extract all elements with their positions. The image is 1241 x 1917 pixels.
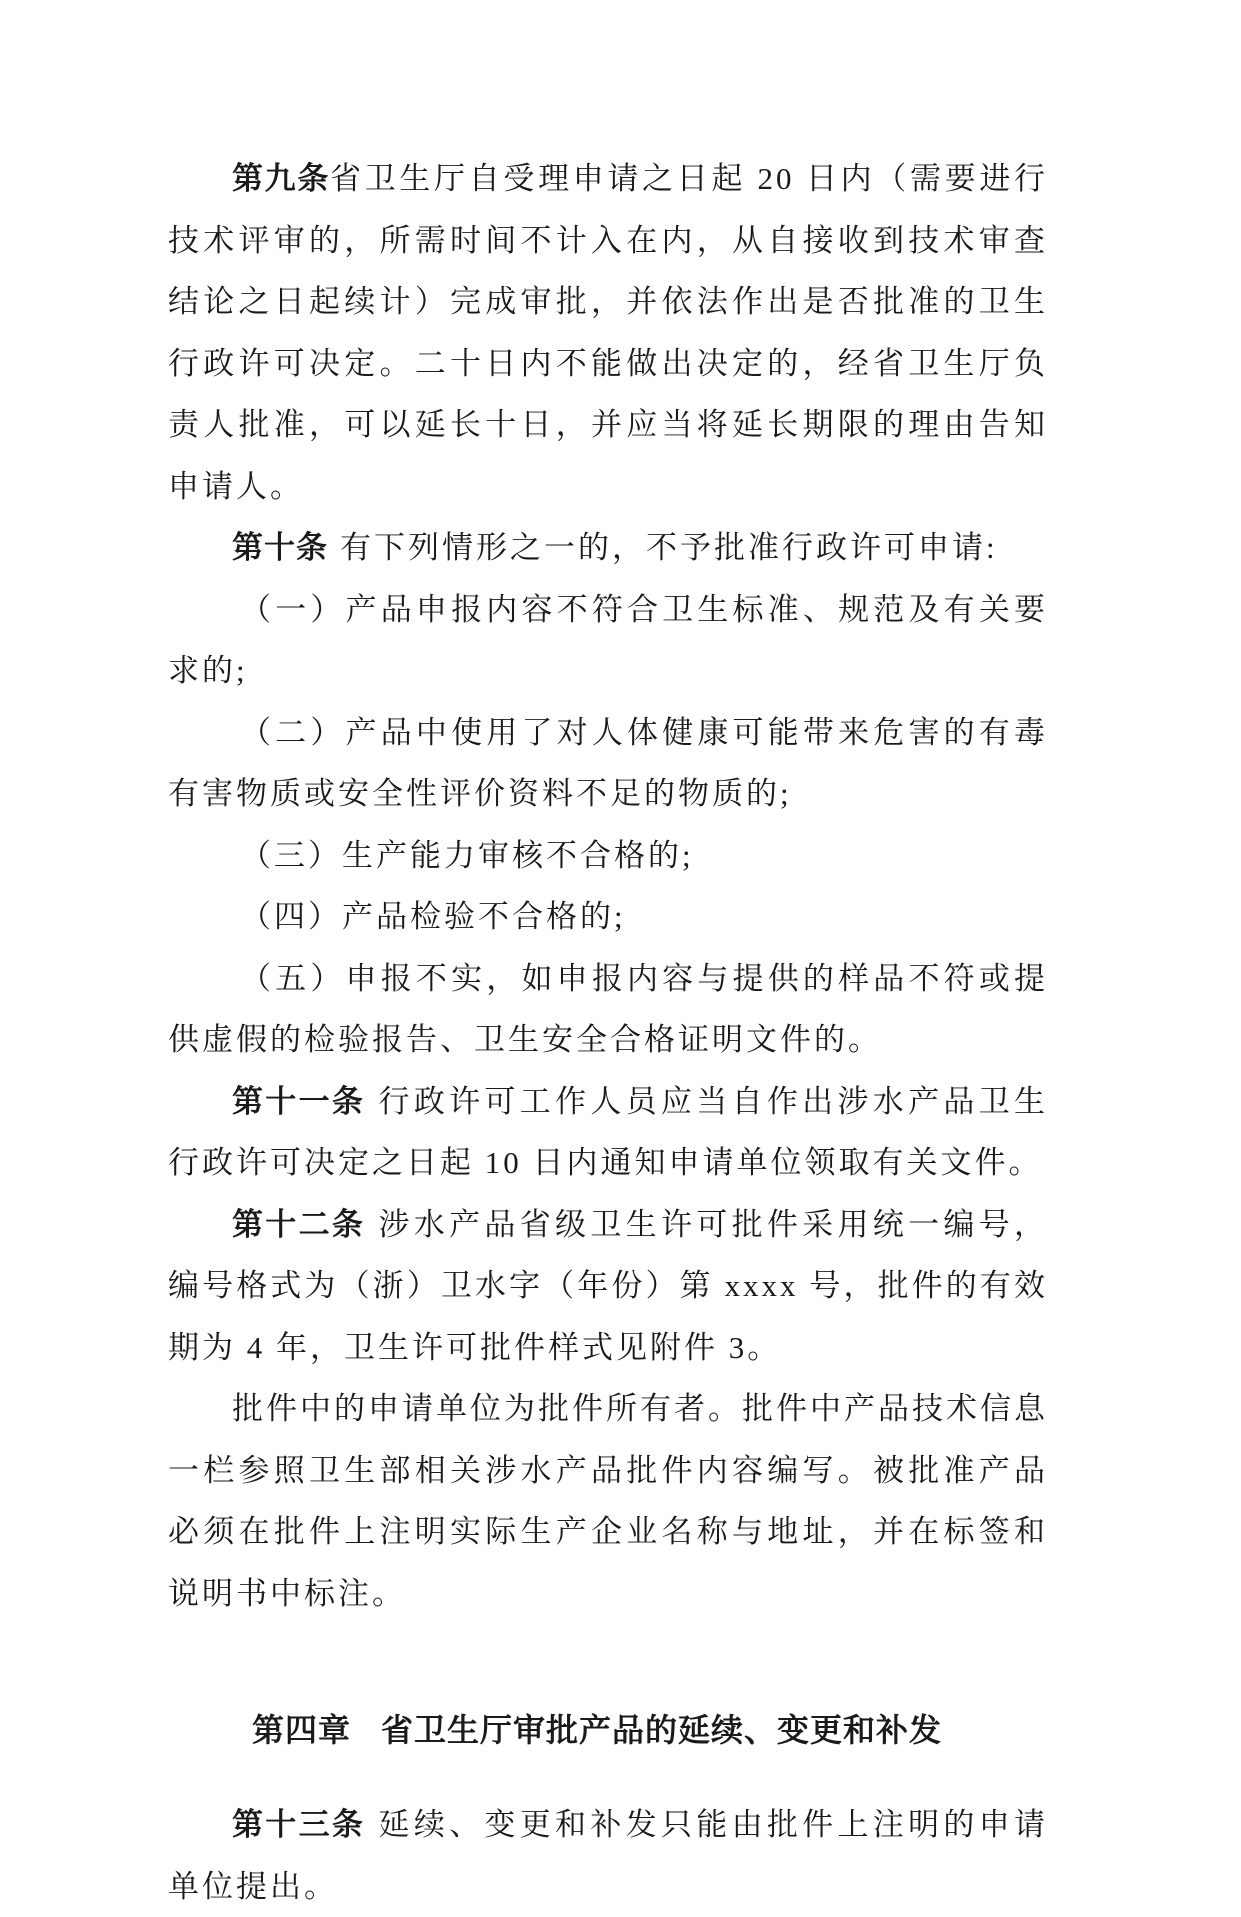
chapter-4-heading <box>168 1704 1048 1756</box>
article-10-heading: 第十条 <box>232 530 328 565</box>
article-11 <box>168 1071 1048 1194</box>
article-12-heading: 第十二条 <box>232 1206 366 1242</box>
article-10-text: 有下列情形之一的，不予批准行政许可申请: <box>340 530 998 565</box>
article-10-item-4: （四）产品检验不合格的; <box>240 899 626 934</box>
document-page <box>168 148 1048 1917</box>
article-12 <box>168 1194 1048 1379</box>
article-9 <box>168 148 1048 517</box>
article-9-text: 省卫生厅自受理申请之日起 20 日内（需要进行技术评审的，所需时间不计入在内，从自接收到技术审查结论之日起续计）完成审批，并依法作出是否批准的卫生行政许可决定。二十日内不能做出决定的，经省卫生厅负责人批准，可以延长十日，并应当将延长期限的理由告知申请人。 <box>168 161 1049 504</box>
article-10-item-1: （一）产品申报内容不符合卫生标准、规范及有关要求的; <box>168 591 1048 688</box>
article-10-item-2: （二）产品中使用了对人体健康可能带来危害的有毒有害物质或安全性评价资料不足的物质的; <box>168 714 1048 811</box>
article-10-item-3: （三）生产能力审核不合格的; <box>240 837 694 873</box>
article-10-item-5: （五）申报不实，如申报内容与提供的样品不符或提供虚假的检验报告、卫生安全合格证明文件的。 <box>168 960 1048 1057</box>
article-9-heading: 第九条 <box>232 161 331 196</box>
article-11-text: 行政许可工作人员应当自作出涉水产品卫生行政许可决定之日起 10 日内通知申请单位领取有关文件。 <box>168 1083 1048 1180</box>
chapter-4-title: 省卫生厅审批产品的延续、变更和补发 <box>381 1712 943 1748</box>
article-13-heading: 第十三条 <box>232 1807 366 1842</box>
article-12-paragraph-2: 批件中的申请单位为批件所有者。批件中产品技术信息一栏参照卫生部相关涉水产品批件内容编写。被批准产品必须在批件上注明实际生产企业名称与地址，并在标签和说明书中标注。 <box>168 1391 1048 1611</box>
article-11-heading: 第十一条 <box>232 1083 366 1119</box>
article-12-text: 涉水产品省级卫生许可批件采用统一编号，编号格式为（浙）卫水字（年份）第 xxxx 号，批件的有效期为 4 年，卫生许可批件样式见附件 3。 <box>168 1206 1048 1365</box>
article-13-text: 延续、变更和补发只能由批件上注明的申请单位提出。 <box>168 1807 1048 1904</box>
article-13 <box>168 1794 1048 1917</box>
article-10 <box>168 517 1048 579</box>
chapter-4-number: 第四章 <box>252 1712 352 1748</box>
